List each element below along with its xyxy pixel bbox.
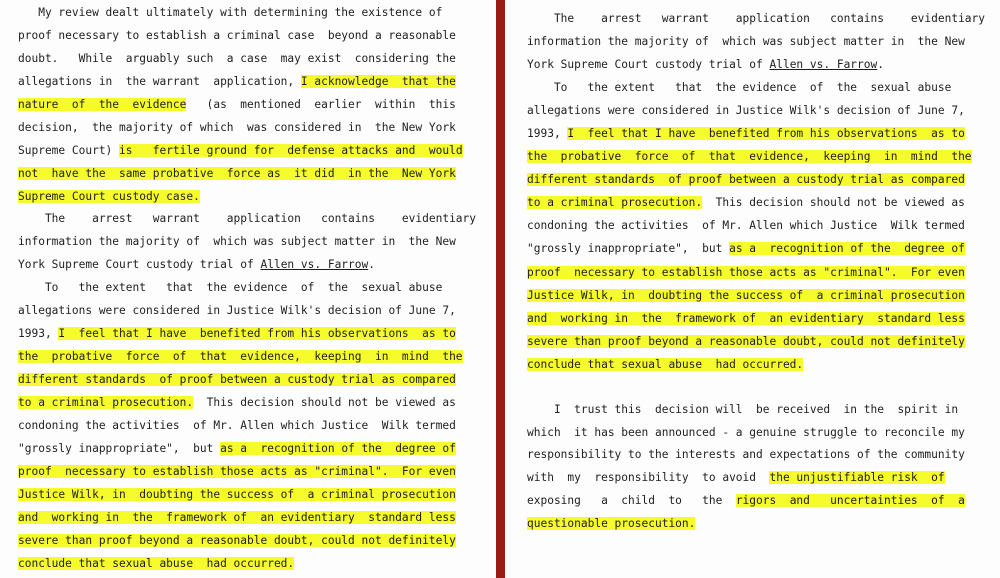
text-line — [527, 262, 965, 284]
body-text: The arrest warrant application contains evidentiary — [18, 212, 477, 225]
body-text: The arrest warrant application contains evidentiary — [527, 12, 986, 25]
text-line — [527, 238, 965, 260]
text-line — [18, 438, 456, 460]
body-text: responsibility to the interests and expectations of the community — [527, 448, 965, 461]
text-line — [18, 254, 375, 276]
highlighted-text: I feel that I have benefited from his observations as to — [567, 127, 965, 140]
text-line — [18, 94, 456, 116]
body-text: allegations were considered in Justice Wilk's decision of June 7, — [18, 304, 456, 317]
text-line — [18, 48, 456, 70]
text-line — [527, 308, 965, 330]
text-line — [18, 208, 476, 230]
body-text: . — [368, 258, 376, 271]
text-line — [18, 553, 294, 575]
body-text: To the extent that the evidence of the sexual abuse — [18, 281, 443, 294]
left-document-page — [0, 0, 496, 578]
body-text: with my responsibility to avoid — [527, 471, 770, 484]
text-line — [18, 323, 456, 345]
body-text: condoning the activities of Mr. Allen which Justice Wilk termed — [18, 419, 456, 432]
text-line — [527, 192, 965, 214]
body-text: This decision should not be viewed as — [193, 396, 456, 409]
text-line — [18, 277, 442, 299]
highlighted-text: I feel that I have benefited from his observations as to — [58, 327, 456, 340]
highlighted-text: Justice Wilk, in doubting the success of a criminal prosecution — [18, 488, 456, 501]
text-line — [18, 300, 456, 322]
text-line — [18, 71, 456, 93]
highlighted-text: different standards of proof between a custody trial as compared — [18, 373, 456, 386]
text-line — [18, 507, 456, 529]
highlighted-text: the probative force of that evidence, keeping in mind the — [18, 350, 463, 363]
right-document-page — [505, 0, 1000, 578]
text-line — [18, 117, 456, 139]
highlighted-text: to a criminal prosecution. — [18, 396, 194, 409]
text-line — [18, 369, 456, 391]
body-text: I trust this decision will be received in the spirit in — [527, 403, 959, 416]
text-line — [527, 54, 884, 76]
case-name-text: Allen vs. Farrow — [260, 258, 369, 271]
body-text: doubt. While arguably such a case may exist considering the — [18, 52, 456, 65]
text-line — [18, 163, 456, 185]
text-line — [527, 77, 951, 99]
text-line — [527, 513, 695, 535]
highlighted-text: Supreme Court custody case. — [18, 190, 200, 203]
highlighted-text: conclude that sexual abuse had occurred. — [527, 358, 804, 371]
text-line — [527, 354, 803, 376]
highlighted-text: proof necessary to establish those acts as "criminal". For even — [527, 266, 965, 279]
highlighted-text: as a recognition of the degree of — [729, 242, 965, 255]
text-line — [18, 140, 463, 162]
text-line — [527, 8, 985, 30]
text-line — [18, 346, 463, 368]
text-line — [527, 285, 965, 307]
highlighted-text: as a recognition of the degree of — [220, 442, 456, 455]
body-text: This decision should not be viewed as — [702, 196, 965, 209]
highlighted-text: I acknowledge that the — [300, 75, 456, 88]
highlighted-text: different standards of proof between a custody trial as compared — [527, 173, 965, 186]
text-line — [18, 231, 456, 253]
highlighted-text: severe than proof beyond a reasonable doubt, could not definitely — [527, 335, 965, 348]
highlighted-text: and working in the framework of an evidentiary standard less — [527, 312, 965, 325]
text-line — [527, 399, 958, 421]
text-line — [18, 530, 456, 552]
body-text: To the extent that the evidence of the sexual abuse — [527, 81, 952, 94]
text-line — [527, 422, 965, 444]
body-text: "grossly inappropriate", but — [527, 242, 730, 255]
body-text: 1993, — [18, 327, 59, 340]
text-line — [527, 100, 965, 122]
body-text: which it has been announced - a genuine struggle to reconcile my — [527, 426, 965, 439]
text-line — [527, 146, 972, 168]
body-text: exposing a child to the — [527, 494, 736, 507]
highlighted-text: conclude that sexual abuse had occurred. — [18, 557, 295, 570]
body-text: information the majority of which was subject matter in the New — [527, 35, 965, 48]
text-line — [18, 415, 456, 437]
highlighted-text: Justice Wilk, in doubting the success of a criminal prosecution — [527, 289, 965, 302]
body-text: decision, the majority of which was considered in the New York — [18, 121, 456, 134]
body-text: "grossly inappropriate", but — [18, 442, 221, 455]
highlighted-text: severe than proof beyond a reasonable doubt, could not definitely — [18, 534, 456, 547]
body-text: allegations in the warrant application, — [18, 75, 301, 88]
highlighted-text: nature of the evidence — [18, 98, 187, 111]
text-line — [527, 123, 965, 145]
body-text: . — [877, 58, 885, 71]
highlighted-text: and working in the framework of an evidentiary standard less — [18, 511, 456, 524]
body-text: allegations were considered in Justice Wilk's decision of June 7, — [527, 104, 965, 117]
text-line — [527, 169, 965, 191]
highlighted-text: to a criminal prosecution. — [527, 196, 703, 209]
body-text: (as mentioned earlier within this — [186, 98, 456, 111]
text-line — [18, 484, 456, 506]
body-text: My review dealt ultimately with determining the existence of — [18, 6, 443, 19]
body-text: information the majority of which was subject matter in the New — [18, 235, 456, 248]
body-text: condoning the activities of Mr. Allen which Justice Wilk termed — [527, 219, 965, 232]
text-line — [18, 461, 456, 483]
highlighted-text: questionable prosecution. — [527, 517, 696, 530]
body-text: Supreme Court) — [18, 144, 120, 157]
text-line — [527, 215, 965, 237]
highlighted-text: proof necessary to establish those acts as "criminal". For even — [18, 465, 456, 478]
text-line — [18, 2, 442, 24]
text-line — [18, 392, 456, 414]
text-line — [527, 490, 965, 512]
case-name-text: Allen vs. Farrow — [769, 58, 878, 71]
body-text: York Supreme Court custody trial of — [18, 258, 261, 271]
highlighted-text: not have the same probative force as it did in the New York — [18, 167, 456, 180]
text-line — [527, 331, 965, 353]
highlighted-text: the unjustifiable risk of — [769, 471, 945, 484]
text-line — [527, 444, 965, 466]
highlighted-text: rigors and uncertainties of a — [735, 494, 965, 507]
page-divider — [496, 0, 505, 578]
body-text: proof necessary to establish a criminal case beyond a reasonable — [18, 29, 456, 42]
text-line — [527, 31, 965, 53]
highlighted-text: is fertile ground for defense attacks and would — [119, 144, 463, 157]
highlighted-text: the probative force of that evidence, keeping in mind the — [527, 150, 972, 163]
text-line — [527, 467, 945, 489]
text-line — [18, 186, 200, 208]
text-line — [18, 25, 456, 47]
body-text: York Supreme Court custody trial of — [527, 58, 770, 71]
body-text: 1993, — [527, 127, 568, 140]
